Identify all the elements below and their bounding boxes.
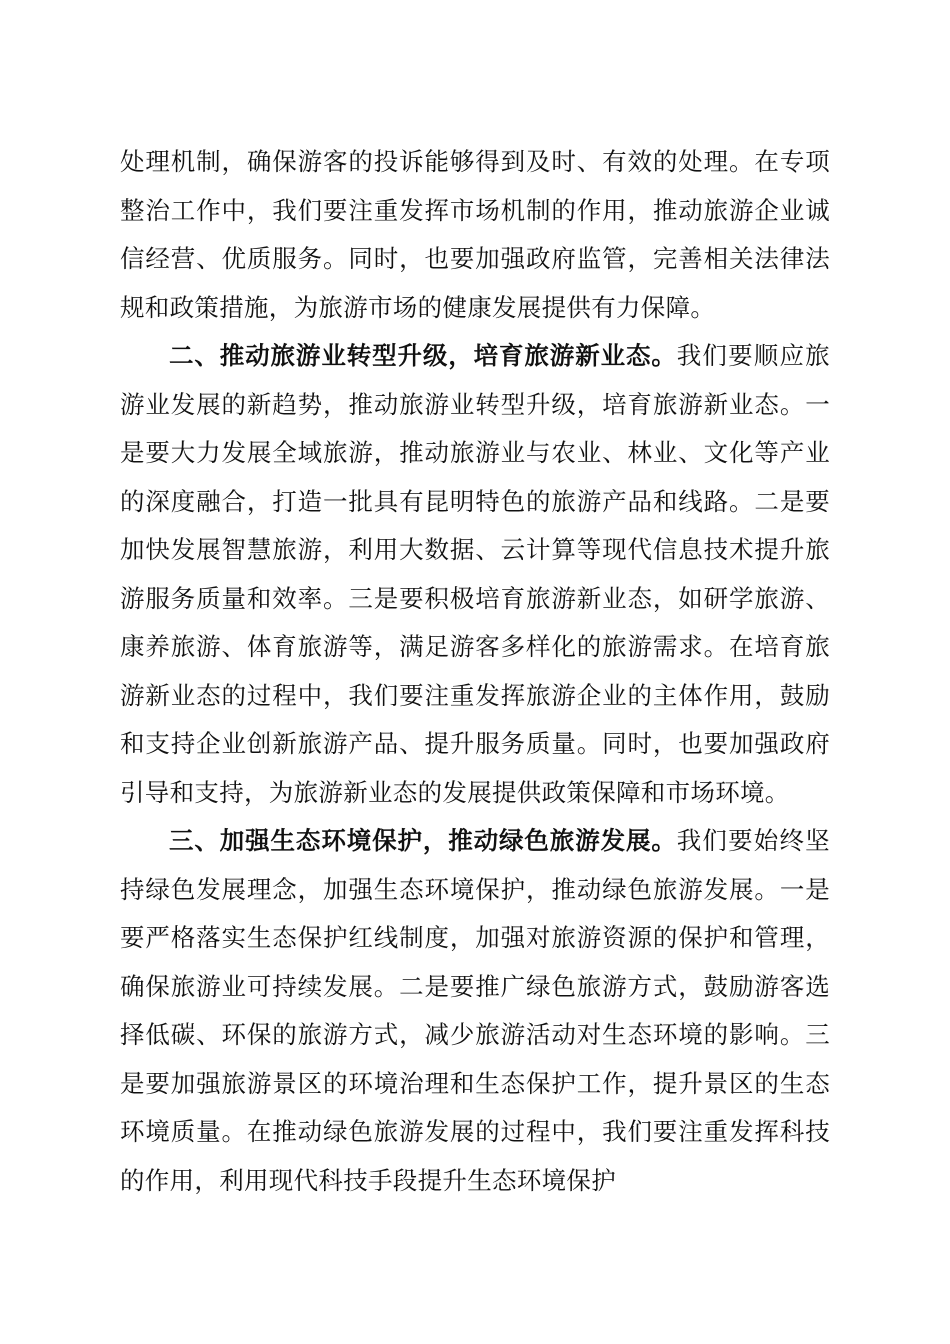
paragraph-section-three — [120, 817, 830, 1205]
section-heading-two: 二、推动旅游业转型升级，培育旅游新业态。 — [169, 341, 677, 370]
paragraph-text: 我们要顺应旅游业发展的新趋势，推动旅游业转型升级，培育旅游新业态。一是要大力发展全域旅游，推动旅游业与农业、林业、文化等产业的深度融合，打造一批具有昆明特色的旅游产品和线路。二是要加快发展智慧旅游，利用大数据、云计算等现代信息技术提升旅游服务质量和效率。三是要积极培育旅游新业态，如研学旅游、康养旅游、体育旅游等，满足游客多样化的旅游需求。在培育旅游新业态的过程中，我们要注重发挥旅游企业的主体作用，鼓励和支持企业创新旅游产品、提升服务质量。同时，也要加强政府引导和支持，为旅游新业态的发展提供政策保障和市场环境。 — [120, 341, 830, 807]
paragraph-continuation — [120, 138, 830, 332]
section-heading-three: 三、加强生态环境保护，推动绿色旅游发展。 — [169, 826, 677, 855]
document-body — [120, 138, 830, 1205]
paragraph-text: 处理机制，确保游客的投诉能够得到及时、有效的处理。在专项整治工作中，我们要注重发挥市场机制的作用，推动旅游企业诚信经营、优质服务。同时，也要加强政府监管，完善相关法律法规和政策措施，为旅游市场的健康发展提供有力保障。 — [120, 147, 830, 322]
paragraph-text: 我们要始终坚持绿色发展理念，加强生态环境保护，推动绿色旅游发展。一是要严格落实生态保护红线制度，加强对旅游资源的保护和管理，确保旅游业可持续发展。二是要推广绿色旅游方式，鼓励游客选择低碳、环保的旅游方式，减少旅游活动对生态环境的影响。三是要加强旅游景区的环境治理和生态保护工作，提升景区的生态环境质量。在推动绿色旅游发展的过程中，我们要注重发挥科技的作用，利用现代科技手段提升生态环境保护 — [120, 826, 830, 1195]
paragraph-section-two — [120, 332, 830, 817]
